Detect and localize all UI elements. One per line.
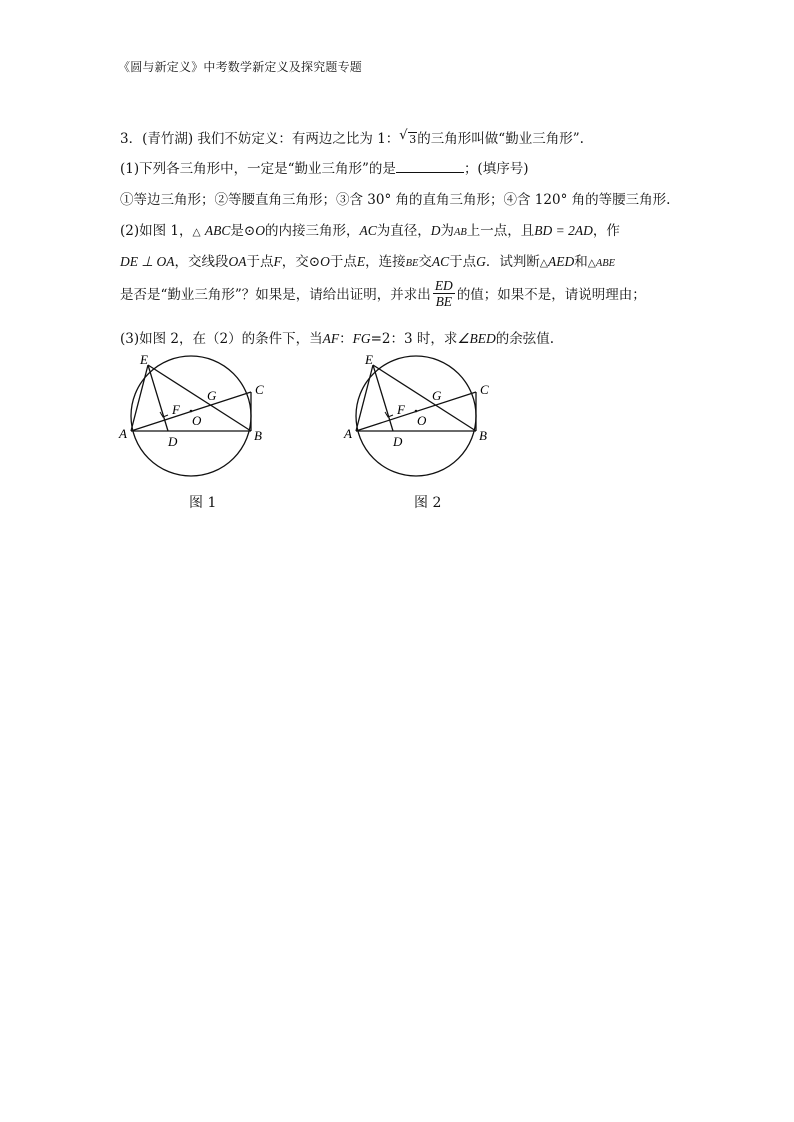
label-d: D xyxy=(168,434,178,449)
label-a: A xyxy=(344,426,352,441)
question-1-options: ①等边三角形；②等腰直角三角形；③含 30° 角的直角三角形；④含 120° 角的等腰三角形. xyxy=(120,192,671,208)
figure-1-caption: 图 1 xyxy=(189,495,217,511)
problem-definition: 的三角形叫做“勤业三角形”. xyxy=(417,131,584,147)
label-b: B xyxy=(479,428,487,443)
label-c: C xyxy=(255,382,264,397)
figure-1-diagram xyxy=(118,352,278,482)
label-o: O xyxy=(192,413,202,428)
figure-2-diagram xyxy=(343,352,503,482)
label-g: G xyxy=(207,388,217,403)
page-header: 《圆与新定义》中考数学新定义及探究题专题 xyxy=(118,60,363,74)
question-2-line-3: 是否是“勤业三角形”？如果是，请给出证明，并求出 $\frac{ED}{BE}$ 的值；如果不是，请说明理由； xyxy=(120,278,646,309)
sqrt-three: √ 3 xyxy=(399,128,417,146)
figure-2-caption: 图 2 xyxy=(414,495,442,511)
question-3: (3)如图 2，在（2）的条件下，当AF：FG=2：3 时，求∠BED的余弦值. xyxy=(120,331,555,347)
ratio-fraction: $\frac{ED}{BE}$ xyxy=(434,278,453,309)
label-o: O xyxy=(417,413,427,428)
label-c: C xyxy=(480,382,489,397)
label-f: F xyxy=(172,402,180,417)
label-f: F xyxy=(397,402,405,417)
label-a: A xyxy=(119,426,127,441)
question-2-line-2: DE ⊥ OA，交线段OA于点F，交⊙O于点E，连接BE交AC于点G．试判断△AED和△ABE xyxy=(120,254,616,270)
problem-statement xyxy=(120,127,584,147)
label-d: D xyxy=(393,434,403,449)
question-2-line-1: (2)如图 1，△ ABC是⊙O的内接三角形，AC为直径，D为AB上一点，且BD = 2AD，作 xyxy=(120,223,620,239)
label-e: E xyxy=(140,352,148,367)
problem-intro: 3．(青竹湖) 我们不妨定义：有两边之比为 1： xyxy=(120,131,400,147)
answer-blank xyxy=(396,160,464,173)
question-1: (1)下列各三角形中，一定是“勤业三角形”的是 ；(填序号) xyxy=(120,161,529,177)
label-e: E xyxy=(365,352,373,367)
label-g: G xyxy=(432,388,442,403)
label-b: B xyxy=(254,428,262,443)
